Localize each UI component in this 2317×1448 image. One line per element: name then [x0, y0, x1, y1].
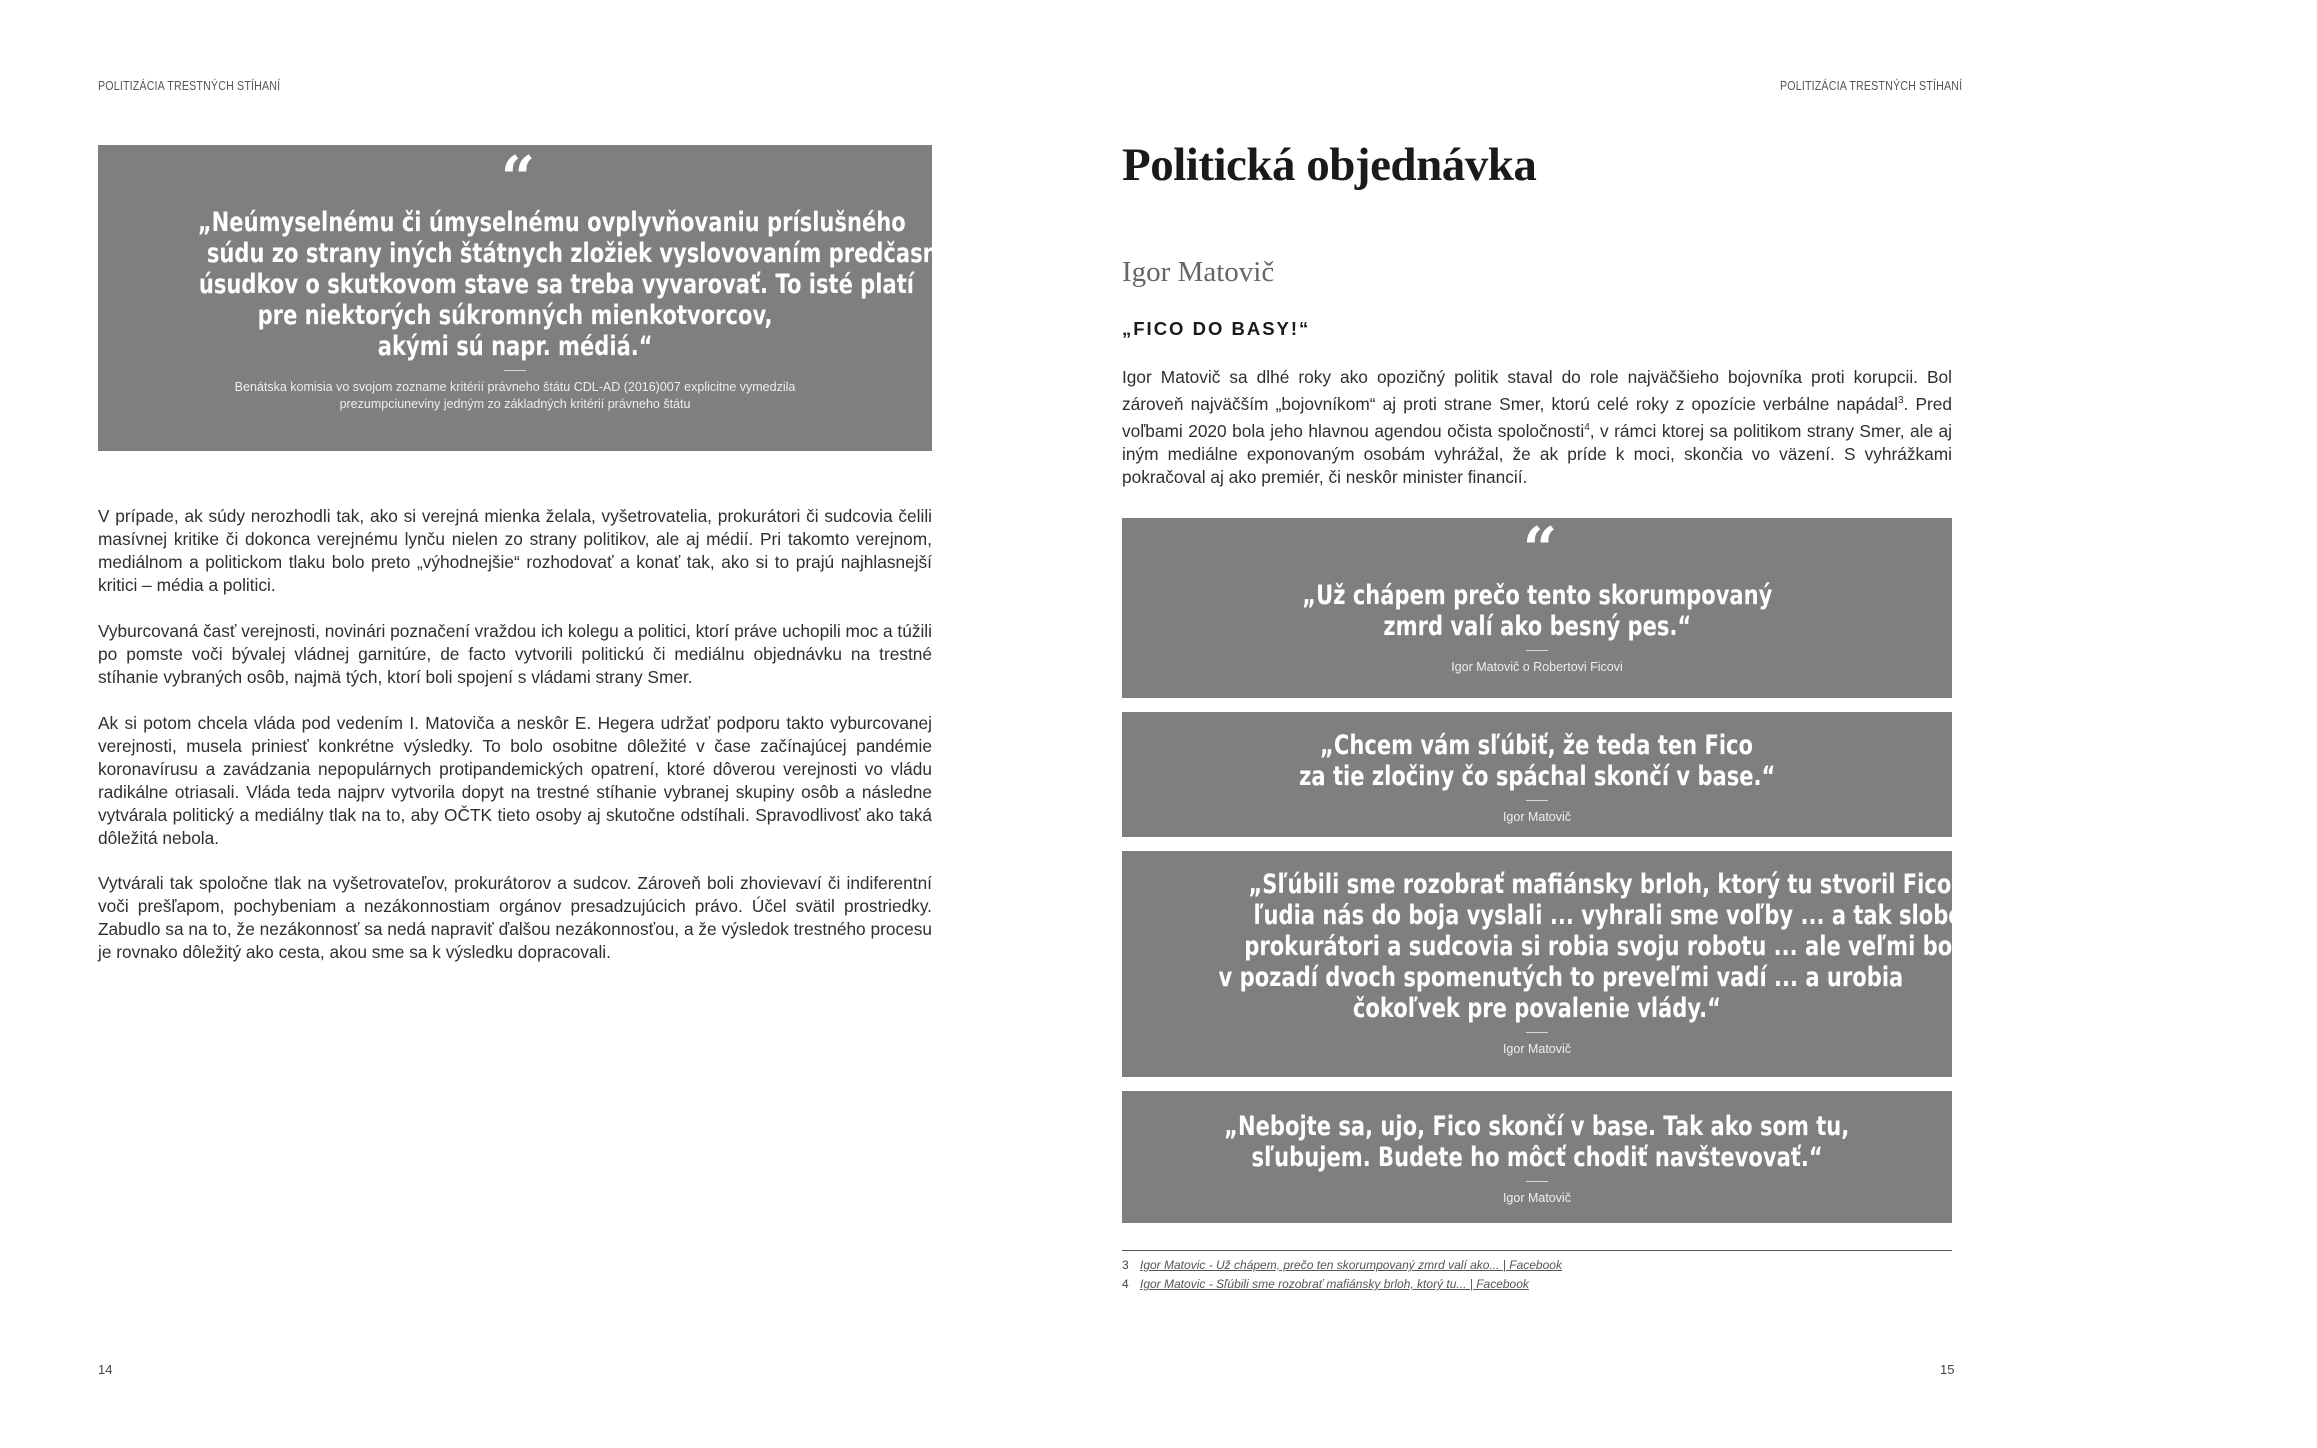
quote-line: akými sú napr. médiá.“: [377, 331, 653, 362]
quote-source: Igor Matovič: [1502, 1042, 1572, 1056]
pull-quote-box: [1122, 851, 2186, 1077]
pull-quote-box: [1122, 712, 1952, 837]
page-number: 14: [98, 1362, 113, 1377]
quote-source-line: prezumpciuneviny jedným zo základných kritérií právneho štátu: [339, 397, 691, 411]
body-paragraph: Vytvárali tak spoločne tlak na vyšetrovateľov, prokurátorov a sudcov. Zároveň boli zhovievaví či indiferentní voči prešľapom, pochybeniam a nezákonnostiam orgánov presadzujúcich právo. Účel svätil prostriedky. Zabudlo sa na to, že nezákonnosť sa nedá napraviť ďalšou nezákonnosťou, a že výsledok trestného procesu je rovnako dôležitý ako cesta, akou sme sa k výsledku dopracovali.: [98, 873, 932, 962]
quote-source-line: Benátska komisia vo svojom zozname kritérií právneho štátu CDL-AD (2016)007 explicitne vymedzila: [234, 380, 796, 394]
page-number: 15: [1940, 1362, 1955, 1377]
footnote-ref: 3: [1897, 395, 1904, 406]
quote-divider: [1526, 1032, 1548, 1033]
footnote-number: 4: [1122, 1277, 1129, 1291]
footnote-ref: 4: [1584, 421, 1590, 433]
footnote-divider: [1122, 1250, 1952, 1251]
quote-line: v pozadí dvoch spomenutých to preveľmi vadí ... a urobia: [1218, 962, 1904, 993]
quote-line: „Sľúbili sme rozobrať mafiánsky brloh, ktorý tu stvoril Fico s Pellegrinim ...: [1248, 869, 2146, 900]
quote-line: „Už chápem prečo tento skorumpovaný: [1301, 580, 1773, 611]
intro-paragraph: Igor Matovič sa dlhé roky ako opozičný politik staval do role najväčšieho bojovníka proti korupcii. Bol zároveň najväčším „bojovníkom“ aj proti strane Smer, ktorú celé roky z opozície verbálne napádal$^3$. Pred voľbami 2020 bola jeho hlavnou agendou očista spoločnosti$^4$, v rámci ktorej sa politikom strany Smer, ale aj iným mediálne exponovaným osobám vyhrážal, že ak príde k moci, skončia vo väzení. S vyhrážkami pokračoval aj ako premiér, či neskôr minister financií.: [1122, 367, 1953, 487]
quote-mark-icon: “: [500, 144, 530, 214]
quote-source: Igor Matovič: [1502, 810, 1572, 824]
quote-line: sľubujem. Budete ho môcť chodiť navštevovať.“: [1251, 1142, 1823, 1173]
page-title: Politická objednávka: [1122, 139, 1537, 191]
quote-source: Igor Matovič: [1502, 1191, 1572, 1205]
pull-quote-box: [1122, 515, 1952, 698]
footnote-number: 3: [1122, 1258, 1129, 1272]
quote-line: úsudkov o skutkovom stave sa treba vyvarovať. To isté platí: [198, 269, 914, 300]
quote-divider: [1526, 650, 1548, 651]
quote-mark-icon: “: [1522, 515, 1552, 585]
body-paragraph: Ak si potom chcela vláda pod vedením I. Matoviča a neskôr E. Hegera udržať podporu takto vyburcovanej verejnosti, musela priniesť konkrétne výsledky. To bolo osobitne dôležité v čase začínajúcej pandémie koronavírusu a zavádzania nepopulárnych protipandemických opatrení, ktoré dôverou verejnosti vo vládu radikálne otriasali. Vláda teda najprv vytvorila dopyt na trestné stíhanie vybranej skupiny osôb a následne vytvárala politický a mediálny tlak na to, aby OČTK tieto osoby aj skutočne odstíhali. Spravodlivosť ako taká dôležitá nebola.: [98, 713, 932, 848]
quote-line: prokurátori a sudcovia si robia svoju robotu ... ale veľmi bohatým ľuďom: [1244, 931, 2112, 962]
quote-divider: [1526, 800, 1548, 801]
footnote-link[interactable]: Igor Matovic - Sľúbili sme rozobrať mafiánsky brloh, ktorý tu... | Facebook: [1140, 1277, 1529, 1291]
footnote: [1122, 1258, 1562, 1272]
body-paragraph: Vyburcovaná časť verejnosti, novinári poznačení vraždou ich kolegu a politici, ktorí práve uchopili moc a túžili po pomste voči bývalej vládnej garnitúre, de facto vytvorili politickú či mediálnu objednávku na trestné stíhanie vybraných osôb, najmä tých, ktorí boli spojení s vládami strany Smer.: [98, 621, 932, 687]
footnote-link[interactable]: Igor Matovic - Už chápem, prečo ten skorumpovaný zmrd valí ako... | Facebook: [1140, 1258, 1562, 1272]
running-head: POLITIZÁCIA TRESTNÝCH STÍHANÍ: [98, 78, 281, 93]
pull-quote-box: [98, 144, 979, 451]
section-subtitle: Igor Matovič: [1122, 256, 1275, 288]
quote-line: čokoľvek pre povalenie vlády.“: [1352, 993, 1722, 1024]
section-kicker: „FICO DO BASY!“: [1122, 318, 1311, 339]
quote-line: zmrd valí ako besný pes.“: [1383, 611, 1691, 642]
footnote: [1122, 1277, 1529, 1291]
quote-source: Igor Matovič o Robertovi Ficovi: [1451, 660, 1623, 674]
running-head: POLITIZÁCIA TRESTNÝCH STÍHANÍ: [1779, 78, 1962, 93]
quote-line: pre niektorých súkromných mienkotvorcov,: [257, 300, 773, 331]
quote-line: „Chcem vám sľúbiť, že teda ten Fico: [1320, 730, 1754, 761]
body-paragraph: V prípade, ak súdy nerozhodli tak, ako si verejná mienka želala, vyšetrovatelia, prokurátori či sudcovia čelili masívnej kritike či dokonca verejnému lynču nielen zo strany politikov, ale aj médií. Pri takomto verejnom, mediálnom a politickom tlaku bolo preto „výhodnejšie“ rozhodovať a konať tak, ako si to prajú najhlasnejší kritici – média a politici.: [98, 506, 932, 595]
left-page: [0, 0, 1024, 1448]
quote-line: „Nebojte sa, ujo, Fico skončí v base. Tak ako som tu,: [1224, 1111, 1850, 1142]
quote-line: za tie zločiny čo spáchal skončí v base.“: [1298, 761, 1776, 792]
pull-quote-box: [1122, 1091, 1952, 1223]
quote-divider: [504, 370, 526, 371]
quote-line: „Neúmyselnému či úmyselnému ovplyvňovaniu príslušného: [197, 207, 906, 238]
quote-line: ľudia nás do boja vyslali ... vyhrali sme voľby ... a tak slobodní vyšetrovatelia,: [1253, 900, 2186, 931]
quote-divider: [1526, 1181, 1548, 1182]
quote-line: súdu zo strany iných štátnych zložiek vyslovovaním predčasných: [206, 238, 979, 269]
